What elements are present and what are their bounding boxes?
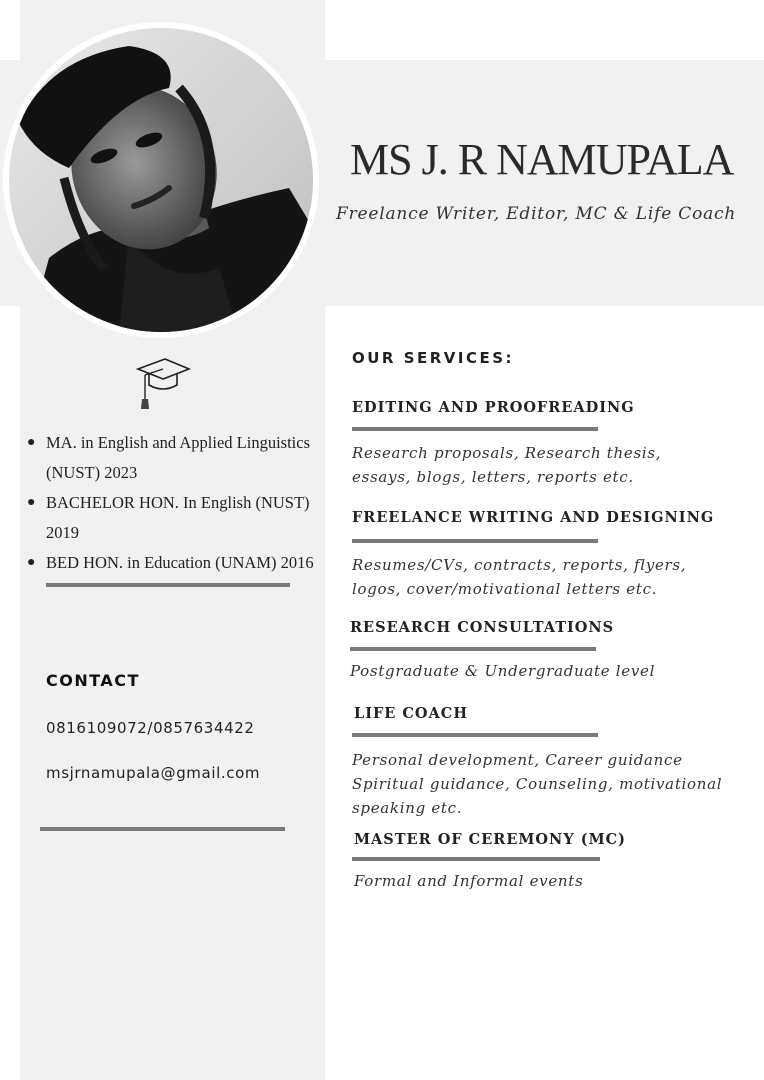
service-desc-editing: Research proposals, Research thesis, essays, blogs, letters, reports etc. xyxy=(352,444,662,486)
service-title-editing: EDITING AND PROOFREADING xyxy=(352,399,635,416)
contact-email[interactable]: msjrnamupala@gmail.com xyxy=(46,764,261,782)
person-title: Freelance Writer, Editor, MC & Life Coach xyxy=(336,204,737,224)
profile-photo xyxy=(9,28,313,332)
education-list xyxy=(24,428,324,578)
service-divider xyxy=(352,427,598,431)
services-heading: OUR SERVICES: xyxy=(352,349,515,367)
service-desc-mc: Formal and Informal events xyxy=(354,872,584,890)
service-title-research: RESEARCH CONSULTATIONS xyxy=(350,619,615,636)
service-divider xyxy=(352,733,598,737)
service-desc-life-coach: Personal development, Career guidance Spiritual guidance, Counseling, motivational speaking etc. xyxy=(352,751,723,817)
service-desc-research: Postgraduate & Undergraduate level xyxy=(350,662,656,680)
education-item: ● BACHELOR HON. In English (NUST) 2019 xyxy=(24,488,324,548)
service-divider xyxy=(352,539,598,543)
bullet-icon: ● xyxy=(27,495,36,510)
education-item: ● MA. in English and Applied Linguistics (NUST) 2023 xyxy=(24,428,324,488)
contact-phone[interactable]: 0816109072/0857634422 xyxy=(46,719,255,737)
service-title-life-coach: LIFE COACH xyxy=(354,705,469,722)
contact-heading: CONTACT xyxy=(46,671,140,690)
bullet-icon: ● xyxy=(27,435,36,450)
contact-divider xyxy=(40,827,285,831)
education-item: ● BED HON. in Education (UNAM) 2016 xyxy=(24,548,324,578)
education-divider xyxy=(46,583,290,587)
graduation-cap-icon xyxy=(133,355,193,413)
service-title-mc: MASTER OF CEREMONY (MC) xyxy=(354,831,627,848)
service-desc-writing: Resumes/CVs, contracts, reports, flyers, logos, cover/motivational letters etc. xyxy=(352,556,687,598)
service-divider xyxy=(352,857,600,861)
service-title-writing: FREELANCE WRITING AND DESIGNING xyxy=(352,509,715,526)
person-name: MS J. R NAMUPALA xyxy=(350,135,734,184)
profile-photo-frame xyxy=(3,22,319,338)
service-divider xyxy=(350,647,596,651)
bullet-icon: ● xyxy=(27,555,36,570)
